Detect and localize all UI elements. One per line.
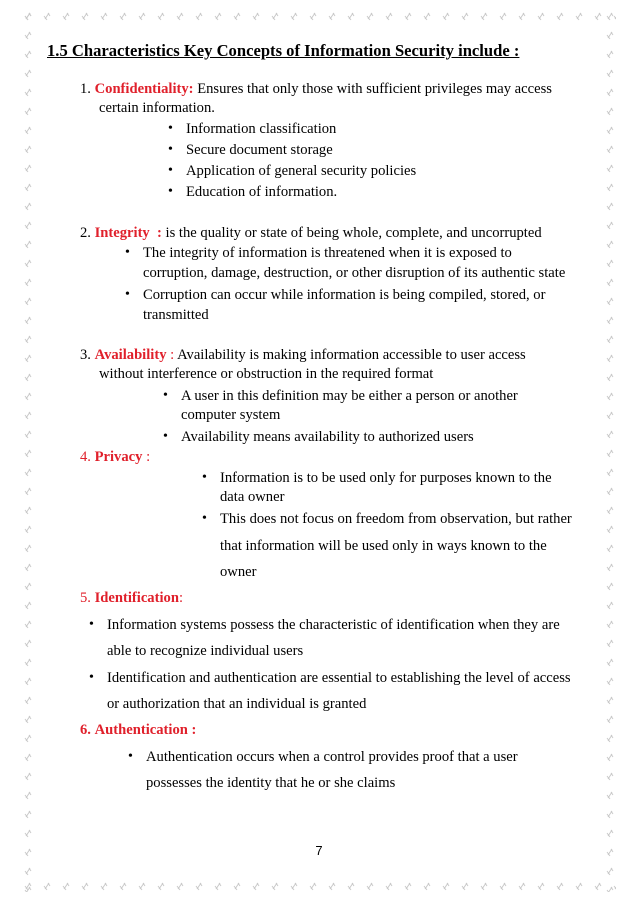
item-privacy	[80, 447, 150, 467]
bullet-glyph: •	[128, 749, 133, 764]
item-number: 1.	[80, 81, 91, 97]
bullet-text: Authentication occurs when a control provides proof that a user	[146, 749, 518, 765]
bullet-glyph: •	[163, 388, 168, 403]
bullet-text-cont: that information will be used only in ways known to the	[220, 538, 547, 554]
item-number: 3.	[80, 347, 91, 363]
item-description: is the quality or state of being whole, complete, and uncorrupted	[165, 225, 542, 241]
term-identification: Identification	[94, 590, 179, 606]
bullet-text-cont: or authorization that an individual is granted	[107, 696, 367, 712]
bullet-glyph: •	[168, 121, 173, 136]
item-description-cont: without interference or obstruction in the required format	[99, 366, 434, 382]
item-description: Availability is making information accessible to user access	[177, 347, 526, 363]
term-colon: :	[178, 590, 183, 606]
term-integrity: Integrity :	[94, 225, 162, 241]
bullet-text-cont: computer system	[181, 407, 281, 423]
bullet-text: Information is to be used only for purposes known to the	[220, 470, 552, 486]
section-heading: 1.5 Characteristics Key Concepts of Information Security include :	[47, 41, 520, 60]
term-colon: :	[170, 347, 175, 363]
bullet-text-cont: possesses the identity that he or she claims	[146, 775, 396, 791]
bullet-text: This does not focus on freedom from observation, but rather	[220, 511, 572, 527]
term-colon: :	[146, 449, 151, 465]
item-description-cont: certain information.	[99, 100, 215, 116]
bullet-text-cont: data owner	[220, 489, 285, 505]
bullet-glyph: •	[125, 245, 130, 260]
bullet-glyph: •	[125, 287, 130, 302]
item-number: 5.	[80, 590, 91, 606]
item-number: 2.	[80, 225, 91, 241]
item-integrity	[80, 223, 542, 243]
item-number: 4.	[80, 449, 91, 465]
bullet-text-cont: able to recognize individual users	[107, 643, 304, 659]
bullet-text-cont: owner	[220, 564, 257, 580]
bullet-glyph: •	[89, 617, 94, 632]
bullet-glyph: •	[168, 163, 173, 178]
term-authentication: Authentication :	[94, 722, 197, 738]
bullet-glyph: •	[202, 470, 207, 485]
bullet-text: Application of general security policies	[186, 163, 417, 179]
bullet-glyph: •	[89, 670, 94, 685]
bullet-text: A user in this definition may be either a person or another	[181, 388, 518, 404]
bullet-text: Availability means availability to authorized users	[181, 429, 474, 445]
item-confidentiality	[80, 79, 552, 99]
bullet-glyph: •	[163, 429, 168, 444]
term-privacy: Privacy	[94, 449, 143, 465]
bullet-text: Education of information.	[186, 184, 338, 200]
page-number: 7	[315, 843, 323, 858]
item-number: 6.	[80, 722, 91, 738]
bullet-text: Information systems possess the characteristic of identification when they are	[107, 617, 560, 633]
item-availability	[80, 345, 526, 365]
bullet-text: Information classification	[186, 121, 337, 137]
bullet-glyph: •	[202, 511, 207, 526]
item-authentication	[80, 720, 196, 740]
item-description: Ensures that only those with sufficient privileges may access	[197, 81, 552, 97]
bullet-text: The integrity of information is threatened when it is exposed to	[143, 245, 512, 261]
term-confidentiality: Confidentiality:	[94, 81, 194, 97]
bullet-text: Secure document storage	[186, 142, 333, 158]
bullet-text: Corruption can occur while information is being compiled, stored, or	[143, 287, 546, 303]
bullet-text: Identification and authentication are essential to establishing the level of access	[107, 670, 571, 686]
bullet-text-cont: corruption, damage, destruction, or other disruption of its authentic state	[143, 265, 566, 281]
bullet-glyph: •	[168, 184, 173, 199]
bullet-glyph: •	[168, 142, 173, 157]
term-availability: Availability	[94, 347, 167, 363]
bullet-text-cont: transmitted	[143, 307, 209, 323]
item-identification	[80, 588, 183, 608]
